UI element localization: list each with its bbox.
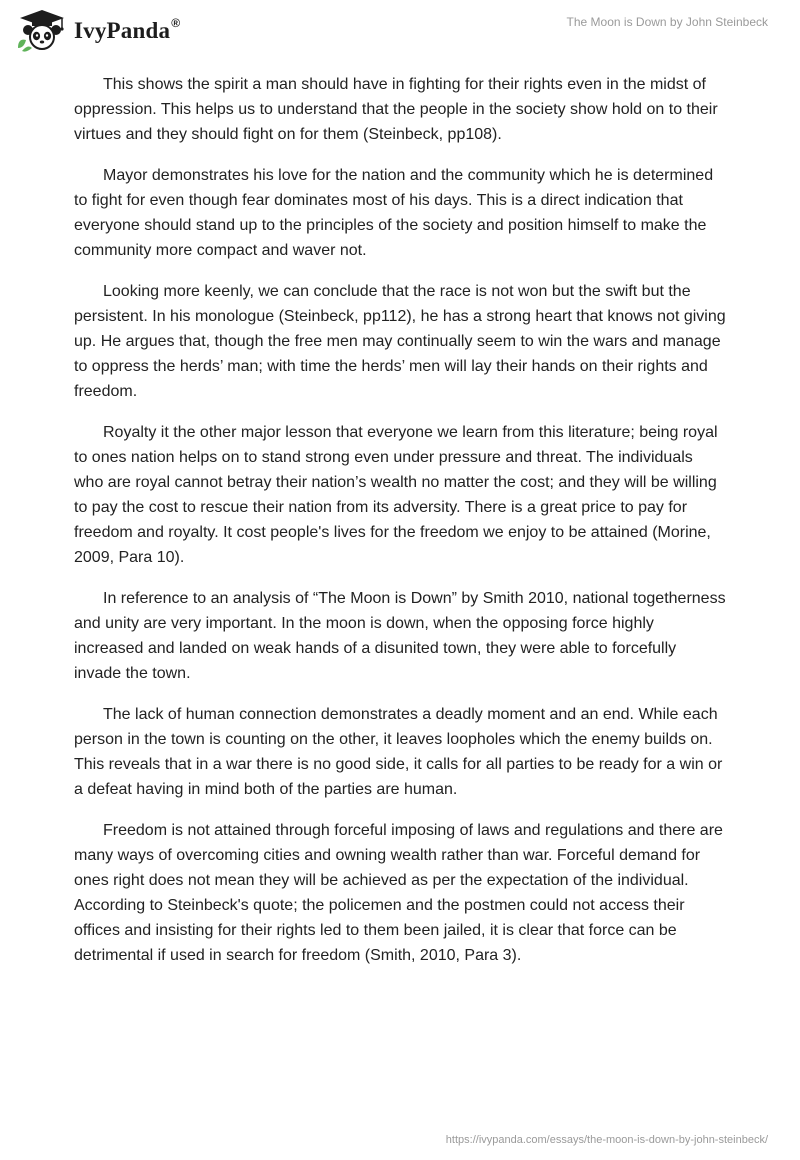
paragraph-4: Royalty it the other major lesson that everyone we learn from this literature; being royal to ones nation helps on to stand strong even under pressure and threat. The individuals who are royal cannot betray their nation’s wealth no matter the cost; and they will be willing to pay the cost to rescue their nation from its adversity. There is a great price to pay for freedom and royalty. It cost people's lives for the freedom we enjoy to be attained (Morine, 2009, Para 10). [74, 424, 718, 566]
paragraph-2: Mayor demonstrates his love for the nation and the community which he is determined to fight for even though fear dominates most of his days. This is a direct indication that everyone should stand up to the principles of the society and position himself to make the community more compact and waver not. [74, 167, 714, 259]
registered-mark: ® [171, 16, 181, 31]
source-url-link[interactable]: https://ivypanda.com/essays/the-moon-is-down-by-john-steinbeck/ [445, 1134, 768, 1146]
page-header [0, 0, 800, 70]
panda-graduate-icon [14, 8, 70, 52]
paragraph-6: The lack of human connection demonstrates a deadly moment and an end. While each person in the town is counting on the other, it leaves loopholes which the enemy builds on. This reveals that in a war there is no good side, it calls for all parties to be ready for a win or a defeat having in mind both of the parties are human. [74, 706, 723, 798]
paragraph-7: Freedom is not attained through forceful imposing of laws and regulations and there are many ways of overcoming cities and owning wealth rather than war. Forceful demand for ones right does not mean they will be achieved as per the expectation of the individual. According to Steinbeck's quote; the policemen and the postmen could not access their offices and insisting for their rights led to them been jailed, it is clear that force can be detrimental if used in search for freedom (Smith, 2010, Para 3). [74, 822, 723, 964]
paragraph-1: This shows the spirit a man should have in fighting for their rights even in the midst of oppression. This helps us to understand that the people in the society show hold on to their virtues and they should fight on for them (Steinbeck, pp108). [74, 76, 718, 143]
brand-name-text: IvyPanda [74, 18, 171, 43]
essay-body [74, 72, 726, 984]
paragraph-5: In reference to an analysis of “The Moon is Down” by Smith 2010, national togetherness and unity are very important. In the moon is down, when the opposing force highly increased and landed on weak hands of a disunited town, they were able to forcefully invade the town. [74, 590, 726, 682]
paragraph-3: Looking more keenly, we can conclude that the race is not won but the swift but the persistent. In his monologue (Steinbeck, pp112), he has a strong heart that knows not giving up. He argues that, though the free men may continually seem to win the wars and manage to oppress the herds’ man; with time the herds’ men will lay their hands on their rights and freedom. [74, 283, 726, 400]
document-title: The Moon is Down by John Steinbeck [566, 15, 768, 29]
brand-name [74, 18, 180, 44]
ivypanda-logo[interactable] [14, 8, 180, 52]
